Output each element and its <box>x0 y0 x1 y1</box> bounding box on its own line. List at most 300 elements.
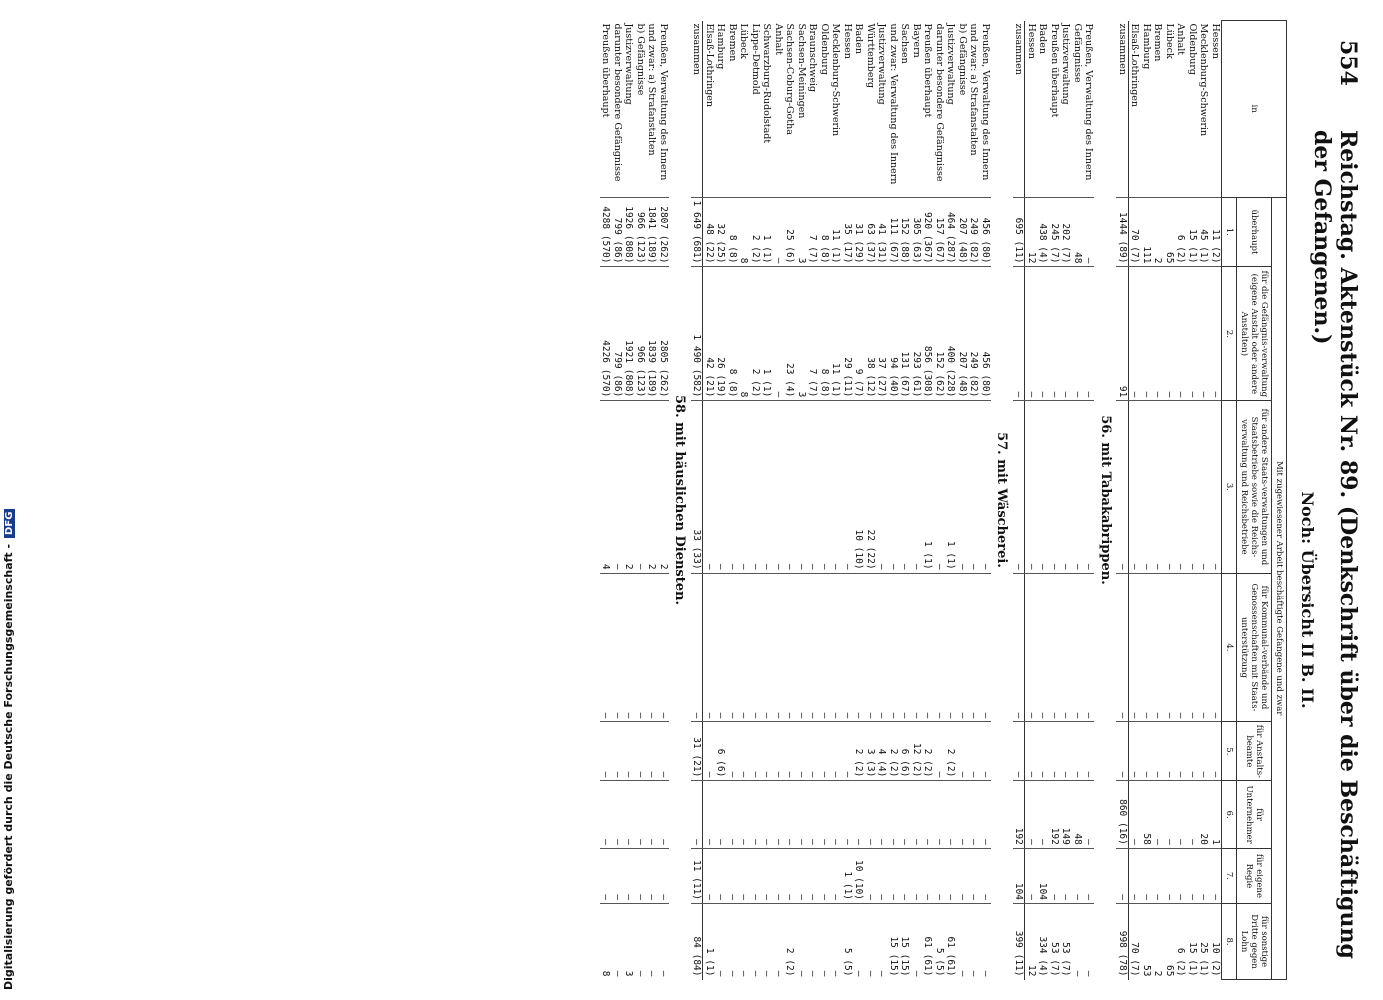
table-cell: — <box>635 573 647 722</box>
table-cell: — <box>727 904 739 980</box>
table-row <box>784 21 796 980</box>
table-cell: 48 (22) <box>703 197 715 267</box>
table-cell: — <box>1129 401 1141 573</box>
table-cell: — <box>1025 401 1037 573</box>
table-cell: — <box>1175 781 1187 849</box>
table-cell: 10 (2) <box>1210 904 1222 980</box>
table-cell: 400 (228) <box>945 267 957 401</box>
table-cell: 31 (29) <box>853 197 865 267</box>
table-cell: 5 (5) <box>934 904 946 980</box>
table-cell: — <box>865 904 877 980</box>
table-cell: 1 649 (681) <box>691 197 703 267</box>
table-cell: — <box>888 781 900 849</box>
table-cell: 192 <box>1013 781 1025 849</box>
total-row <box>1117 21 1129 980</box>
table-cell: — <box>1175 401 1187 573</box>
table-cell: — <box>796 781 808 849</box>
table-cell: 2807 (262) <box>658 197 670 267</box>
table-cell: — <box>1129 722 1141 781</box>
table-cell: — <box>1141 848 1153 903</box>
table-cell: — <box>830 573 842 722</box>
table-cell: — <box>911 848 923 903</box>
table-cell: — <box>945 848 957 903</box>
table-cell: 799 (86) <box>612 197 624 267</box>
table-cell: 152 (62) <box>934 267 946 401</box>
table-cell: — <box>807 573 819 722</box>
table-cell: — <box>945 781 957 849</box>
row-label: darunter besondere Gefängnisse <box>933 23 945 182</box>
table-cell: 3 <box>796 267 808 401</box>
table-cell: — <box>945 573 957 722</box>
table-cell: — <box>635 904 647 980</box>
table-cell: — <box>1152 722 1164 781</box>
table-cell: — <box>750 781 762 849</box>
table-cell: — <box>612 722 624 781</box>
table-cell: 3 <box>623 904 635 980</box>
table-cell: — <box>635 401 647 573</box>
table-cell: — <box>865 781 877 849</box>
table-row <box>922 21 934 980</box>
table-row <box>796 21 808 980</box>
row-label: Württemberg <box>864 23 876 89</box>
table-cell: 6 (6) <box>715 722 727 781</box>
table-cell: — <box>600 848 612 903</box>
table-cell: — <box>1025 722 1037 781</box>
table-cell: — <box>1049 722 1061 781</box>
table-row <box>934 21 946 980</box>
table-cell: — <box>1164 722 1176 781</box>
table-cell: 456 (80) <box>980 267 992 401</box>
table-cell: 966 (123) <box>635 197 647 267</box>
table-cell: — <box>703 722 715 781</box>
table-cell: — <box>934 781 946 849</box>
table-cell: — <box>796 848 808 903</box>
table-cell: — <box>750 573 762 722</box>
table-cell: — <box>612 401 624 573</box>
row-label: b) Gefängnisse <box>634 23 646 96</box>
table-cell: — <box>1117 848 1129 903</box>
table-cell: 29 (11) <box>842 267 854 401</box>
table-cell: 131 (67) <box>899 267 911 401</box>
table-cell: — <box>957 848 969 903</box>
table-cell: — <box>635 781 647 849</box>
table-cell: 32 (25) <box>715 197 727 267</box>
table-cell: 1 <box>1210 781 1222 849</box>
table-cell: — <box>819 904 831 980</box>
table-cell: — <box>842 722 854 781</box>
table-cell: 12 <box>1025 197 1037 267</box>
table-row <box>635 21 647 980</box>
table-cell: 152 (88) <box>899 197 911 267</box>
table-row <box>807 21 819 980</box>
table-cell: 33 (33) <box>691 401 703 573</box>
table-cell: — <box>957 573 969 722</box>
table-cell: 149 <box>1060 781 1072 849</box>
table-cell: — <box>1187 267 1199 401</box>
table-cell: 2 <box>1152 904 1164 980</box>
table-cell: — <box>1175 848 1187 903</box>
row-label: Sachsen-Meiningen <box>795 23 807 119</box>
table-cell: 84 (84) <box>691 904 703 980</box>
table-cell: — <box>1083 197 1095 267</box>
row-label: Gefängnisse <box>1071 23 1083 83</box>
table-cell: — <box>968 904 980 980</box>
table-cell: — <box>957 781 969 849</box>
table-cell: — <box>1025 848 1037 903</box>
table-cell: — <box>750 722 762 781</box>
table-cell: — <box>1025 781 1037 849</box>
table-cell: — <box>1060 401 1072 573</box>
table-cell: — <box>1117 722 1129 781</box>
table-cell: 53 <box>1141 904 1153 980</box>
table-cell: 9 (7) <box>853 267 865 401</box>
table-cell: — <box>1164 267 1176 401</box>
table-cell: 293 (61) <box>911 267 923 401</box>
table-cell: 3 <box>796 197 808 267</box>
table-cell: — <box>1037 781 1049 849</box>
table-row <box>773 21 785 980</box>
table-row <box>1129 21 1141 980</box>
column-header-5: für Anstalts-beamte <box>1237 722 1272 781</box>
table-row <box>911 21 923 980</box>
table-row <box>830 21 842 980</box>
table-cell: 25 (6) <box>784 197 796 267</box>
table-cell: — <box>1049 573 1061 722</box>
table-row <box>612 21 624 980</box>
table-cell: — <box>1013 573 1025 722</box>
table-cell: — <box>876 573 888 722</box>
row-label: Hamburg <box>1140 23 1152 70</box>
table-cell: — <box>888 848 900 903</box>
table-cell: 2 (2) <box>784 904 796 980</box>
table-cell: — <box>1129 267 1141 401</box>
table-cell: — <box>842 401 854 573</box>
table-cell: — <box>1152 573 1164 722</box>
table-cell: — <box>1072 722 1084 781</box>
column-group-header: Mit zugewiesener Arbeit beschäftigte Gefangene und zwar <box>1272 197 1287 980</box>
table-row <box>980 21 992 980</box>
row-label: und zwar: Verwaltung des Innern <box>887 23 899 185</box>
table-cell: 48 <box>1072 197 1084 267</box>
table-cell: 2 (2) <box>750 267 762 401</box>
table-cell: — <box>899 848 911 903</box>
table-cell: — <box>1013 722 1025 781</box>
table-cell: — <box>922 781 934 849</box>
table-row <box>1164 21 1176 980</box>
table-cell: 20 <box>1198 781 1210 849</box>
table-cell: — <box>980 904 992 980</box>
table-cell: — <box>1152 267 1164 401</box>
table-cell: — <box>761 904 773 980</box>
row-label: Sachsen-Coburg-Gotha <box>784 23 796 135</box>
table-cell: 26 (19) <box>715 267 727 401</box>
row-label: Hessen <box>841 23 853 59</box>
row-label: b) Gefängnisse <box>956 23 968 96</box>
table-row <box>715 21 727 980</box>
table-cell: 37 (27) <box>876 267 888 401</box>
row-label: Anhalt <box>1175 23 1187 56</box>
table-row <box>750 21 762 980</box>
table-cell: 245 (7) <box>1049 197 1061 267</box>
table-cell: 111 <box>1141 197 1153 267</box>
row-label: Lippe-Detmold <box>749 23 761 95</box>
column-header-8: für sonstige Dritte gegen Lohn <box>1237 904 1272 980</box>
table-cell: — <box>1049 267 1061 401</box>
table-cell: — <box>1187 781 1199 849</box>
table-cell: — <box>658 722 670 781</box>
table-cell: — <box>773 197 785 267</box>
row-label: zusammen <box>1013 21 1025 198</box>
table-cell: — <box>1141 722 1153 781</box>
table-cell: — <box>646 848 658 903</box>
table-row <box>727 21 739 980</box>
table-cell: — <box>1072 401 1084 573</box>
table-cell: — <box>1164 848 1176 903</box>
row-label: Mecklenburg-Schwerin <box>1198 23 1210 137</box>
table-cell: — <box>1187 401 1199 573</box>
table-cell: 111 (67) <box>888 197 900 267</box>
table-cell: — <box>600 573 612 722</box>
table-cell: — <box>600 781 612 849</box>
table-cell: — <box>1210 573 1222 722</box>
table-cell: — <box>1141 267 1153 401</box>
table-row <box>899 21 911 980</box>
table-row <box>876 21 888 980</box>
table-cell: 15 (15) <box>899 904 911 980</box>
row-label: Mecklenburg-Schwerin <box>830 23 842 137</box>
column-number-7: 7. <box>1222 848 1237 903</box>
total-row <box>1013 21 1025 980</box>
table-cell: 8 (8) <box>727 267 739 401</box>
table-cell: 23 (4) <box>784 267 796 401</box>
table-cell: 2 <box>658 401 670 573</box>
table-cell: 2 (2) <box>945 722 957 781</box>
column-header-2: für die Gefängnis-verwaltung (eigene Anstalt oder andere Anstalten) <box>1237 267 1272 401</box>
table-cell: — <box>1117 573 1129 722</box>
table-cell: — <box>796 573 808 722</box>
table-cell: 799 (86) <box>612 267 624 401</box>
table-cell: 3 (3) <box>865 722 877 781</box>
table-cell: — <box>703 573 715 722</box>
table-cell: — <box>1187 573 1199 722</box>
row-label: Bayern <box>910 23 922 58</box>
table-cell: — <box>1083 401 1095 573</box>
page-number: 554 <box>1335 40 1361 86</box>
table-cell: — <box>623 781 635 849</box>
table-cell: — <box>773 573 785 722</box>
table-cell: — <box>612 781 624 849</box>
table-cell: — <box>715 781 727 849</box>
table-cell: 104 <box>1037 848 1049 903</box>
row-label: Preußen, Verwaltung des Innern <box>1083 23 1095 181</box>
table-cell: 860 (16) <box>1117 781 1129 849</box>
table-cell: 22 (22) <box>865 401 877 573</box>
table-cell: 8 <box>738 197 750 267</box>
total-row <box>691 21 703 980</box>
table-row <box>1175 21 1187 980</box>
table-cell: — <box>968 781 980 849</box>
table-cell: 2 (2) <box>922 722 934 781</box>
table-cell: 6 (2) <box>1175 904 1187 980</box>
table-cell: 249 (82) <box>968 267 980 401</box>
row-label: Bremen <box>1152 23 1164 62</box>
table-cell: — <box>1037 722 1049 781</box>
table-cell: — <box>957 401 969 573</box>
table-cell: 438 (4) <box>1037 197 1049 267</box>
table-cell: 334 (4) <box>1037 904 1049 980</box>
table-cell: 11 (1) <box>830 267 842 401</box>
row-label: Bremen <box>726 23 738 62</box>
table-row <box>761 21 773 980</box>
table-row <box>842 21 854 980</box>
table-cell: 1 (1) <box>922 401 934 573</box>
table-cell: 464 (287) <box>945 197 957 267</box>
column-header-4: für Kommunal-verbände und Genossenschaften mit Staats-unterstützung <box>1237 573 1272 722</box>
table-cell: — <box>830 722 842 781</box>
table-cell: — <box>738 722 750 781</box>
table-cell: — <box>853 573 865 722</box>
table-cell: — <box>1141 401 1153 573</box>
table-cell: — <box>1072 573 1084 722</box>
table-cell: — <box>1129 848 1141 903</box>
table-cell: 45 (1) <box>1198 197 1210 267</box>
table-cell: — <box>830 401 842 573</box>
column-number-5: 5. <box>1222 722 1237 781</box>
section-heading-row <box>669 21 691 980</box>
table-cell: 8 (8) <box>819 197 831 267</box>
table-cell: 53 (7) <box>1060 904 1072 980</box>
table-cell: 58 <box>1141 781 1153 849</box>
table-cell: — <box>1083 267 1095 401</box>
table-cell: — <box>727 848 739 903</box>
table-cell: 11 (11) <box>691 848 703 903</box>
statistics-table <box>600 20 1287 980</box>
table-cell: — <box>1013 401 1025 573</box>
table-row <box>703 21 715 980</box>
row-label: Justizverwaltung <box>1060 23 1072 105</box>
table-cell: — <box>911 401 923 573</box>
section-heading-row <box>991 21 1013 980</box>
section-heading: 58. mit häuslichen Diensten. <box>672 394 688 605</box>
table-cell: — <box>1210 267 1222 401</box>
table-cell: 91 <box>1117 267 1129 401</box>
running-title: Reichstag. Aktenstück Nr. 89. (Denkschrift über die Beschäftigung der Gefangenen.) <box>1309 130 1361 959</box>
table-cell: 12 (2) <box>911 722 923 781</box>
table-cell: — <box>934 573 946 722</box>
page-header <box>1309 40 1365 980</box>
table-cell: — <box>934 722 946 781</box>
row-label: Oldenburg <box>818 23 830 75</box>
table-cell: — <box>635 848 647 903</box>
table-row <box>968 21 980 980</box>
table-cell: — <box>646 904 658 980</box>
table-cell: 7 (7) <box>807 197 819 267</box>
table-cell: 104 <box>1013 848 1025 903</box>
table-cell: 399 (11) <box>1013 904 1025 980</box>
table-cell: — <box>899 573 911 722</box>
table-cell: 920 (367) <box>922 197 934 267</box>
column-number-8: 8. <box>1222 904 1237 980</box>
table-cell: 305 (63) <box>911 197 923 267</box>
table-row <box>865 21 877 980</box>
column-header-7: für eigene Regie <box>1237 848 1272 903</box>
table-cell: — <box>911 781 923 849</box>
table-cell: — <box>1175 722 1187 781</box>
table-cell: — <box>1037 401 1049 573</box>
table-row <box>853 21 865 980</box>
table-cell: 61 (61) <box>945 904 957 980</box>
column-number-3: 3. <box>1222 401 1237 573</box>
table-row <box>1037 21 1049 980</box>
row-label: Justizverwaltung <box>623 23 635 105</box>
table-cell: — <box>807 401 819 573</box>
row-label: Braunschweig <box>807 23 819 93</box>
row-label: Sachsen <box>899 23 911 64</box>
table-cell: — <box>830 781 842 849</box>
row-label: Hamburg <box>715 23 727 70</box>
table-cell: — <box>796 904 808 980</box>
table-cell: 8 <box>738 267 750 401</box>
table-cell: — <box>1198 573 1210 722</box>
table-cell: — <box>1083 573 1095 722</box>
table-cell: 48 <box>1072 781 1084 849</box>
table-cell: — <box>750 401 762 573</box>
row-label: Lübeck <box>1163 23 1175 59</box>
table-cell: — <box>784 722 796 781</box>
table-cell: — <box>1198 267 1210 401</box>
table-cell: 8 (8) <box>819 267 831 401</box>
table-cell: — <box>865 573 877 722</box>
table-cell: — <box>888 573 900 722</box>
table-cell: — <box>750 848 762 903</box>
table-cell: — <box>1060 848 1072 903</box>
row-label: Preußen, Verwaltung des Innern <box>979 23 991 181</box>
table-cell: — <box>922 573 934 722</box>
table-row <box>646 21 658 980</box>
table-cell: — <box>635 722 647 781</box>
table-cell: — <box>1152 848 1164 903</box>
table-cell: 998 (78) <box>1117 904 1129 980</box>
row-label: zusammen <box>1117 21 1129 198</box>
table-cell: — <box>807 904 819 980</box>
table-cell: 6 (2) <box>1175 197 1187 267</box>
table-cell: 1 (1) <box>761 197 773 267</box>
table-cell: — <box>612 848 624 903</box>
table-cell: 2 (2) <box>853 722 865 781</box>
table-cell: — <box>703 401 715 573</box>
table-cell: — <box>968 722 980 781</box>
table-cell: 41 (31) <box>876 197 888 267</box>
table-cell: — <box>968 401 980 573</box>
column-header-1: überhaupt <box>1237 197 1272 267</box>
table-row <box>1060 21 1072 980</box>
table-cell: — <box>1037 573 1049 722</box>
table-cell: — <box>761 781 773 849</box>
column-number-6: 6. <box>1222 781 1237 849</box>
table-cell: — <box>1141 573 1153 722</box>
table-cell: — <box>1060 722 1072 781</box>
table-cell: — <box>819 401 831 573</box>
table-cell: — <box>911 904 923 980</box>
table-cell: — <box>876 848 888 903</box>
table-cell: — <box>1129 573 1141 722</box>
table-cell: 8 (8) <box>727 197 739 267</box>
table-cell: 8 <box>600 904 612 980</box>
table-cell: 38 (12) <box>865 267 877 401</box>
table-cell: — <box>623 848 635 903</box>
table-cell: — <box>1083 781 1095 849</box>
table-cell: 1921 (808) <box>623 267 635 401</box>
